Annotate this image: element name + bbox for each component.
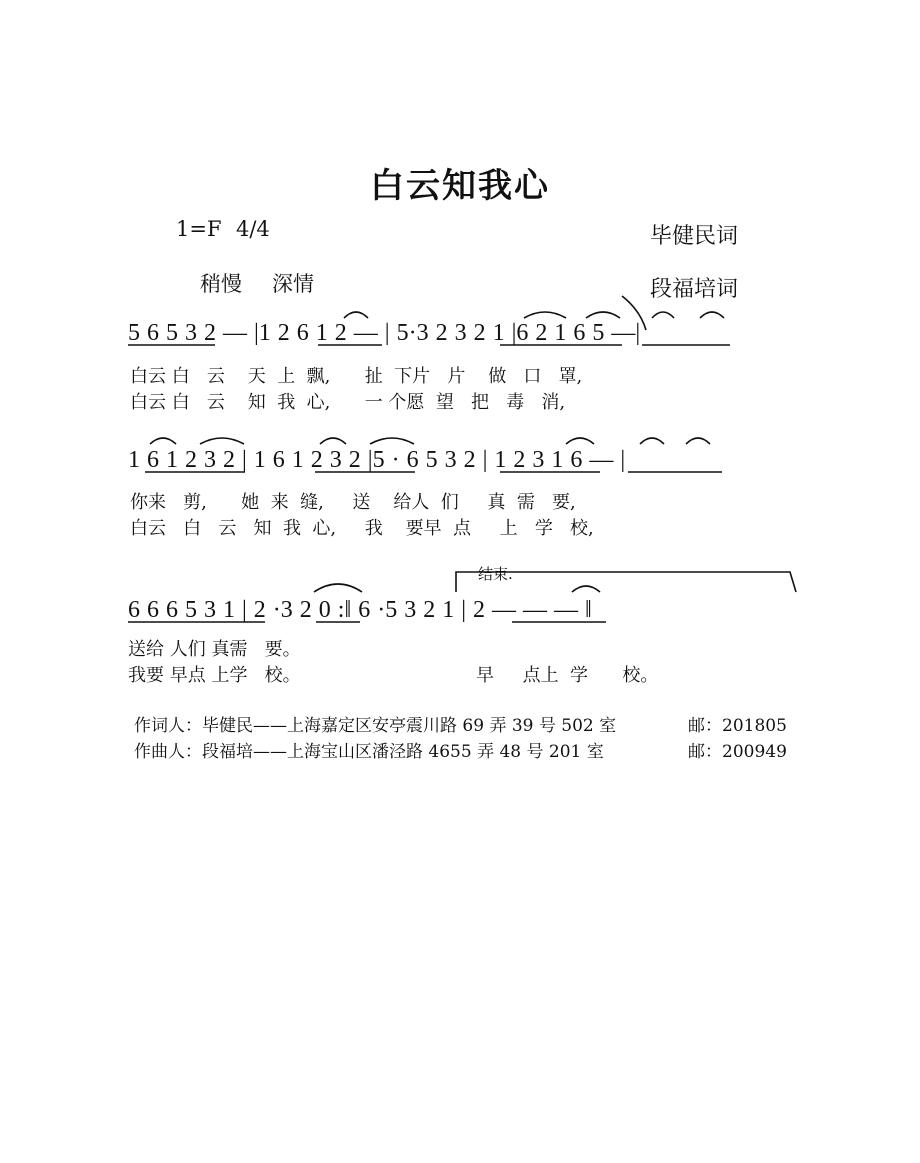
slur-mark bbox=[586, 312, 620, 318]
slur-mark bbox=[370, 438, 414, 444]
postal-code: 200949 bbox=[722, 742, 787, 762]
postal-label: 邮： bbox=[688, 742, 722, 762]
tempo-marking: 稍慢 bbox=[200, 272, 242, 296]
contact-name: 毕健民 bbox=[202, 716, 253, 736]
slur-mark bbox=[572, 586, 600, 592]
contact-lyricist bbox=[134, 711, 616, 736]
slur-mark bbox=[700, 312, 724, 318]
slur-mark bbox=[314, 584, 362, 592]
slur-mark bbox=[344, 312, 368, 318]
slur-mark bbox=[652, 312, 674, 318]
slur-mark bbox=[566, 438, 594, 444]
slur-mark bbox=[320, 438, 346, 444]
slur-mark bbox=[200, 438, 244, 444]
contact-role: 作曲人： bbox=[134, 742, 202, 762]
notation-row-2: 1 6 1 2 3 2 | 1 6 1 2 3 2 |5 · 6 5 3 2 | 1 2 3 1 6 — | bbox=[128, 447, 626, 473]
contact-address: ——上海嘉定区安亭震川路 69 弄 39 号 502 室 bbox=[253, 716, 617, 736]
contact-lyricist-postal bbox=[688, 711, 787, 736]
contact-composer bbox=[134, 737, 604, 762]
lyric-row-3-verse-1: 送给 人们 真需 要。 bbox=[128, 639, 301, 660]
lyric-row-3-verse-2: 我要 早点 上学 校。 bbox=[128, 665, 301, 686]
lyricist-credit: 毕健民词 bbox=[650, 224, 739, 249]
lyric-row-1-verse-1: 白云 白 云 天 上 飘, 扯 下片 片 做 口 罩, bbox=[130, 366, 583, 387]
contact-name: 段福培 bbox=[202, 742, 253, 762]
notation-row-1: 5 6 5 3 2 — |1 2 6 1 2 — | 5·3 2 3 2 1 |6 2 1 6 5 —| bbox=[128, 320, 641, 346]
volta-bracket bbox=[456, 572, 796, 592]
slur-mark bbox=[150, 438, 176, 444]
lyric-row-3-ending: 早 点上 学 校。 bbox=[476, 665, 659, 686]
song-title: 白云知我心 bbox=[370, 166, 550, 206]
expression-marking: 深情 bbox=[272, 272, 314, 296]
postal-label: 邮： bbox=[688, 716, 722, 736]
key-signature: 1=F bbox=[176, 217, 222, 241]
slur-mark bbox=[640, 438, 664, 444]
contact-composer-postal bbox=[688, 737, 787, 762]
time-signature: 4/4 bbox=[236, 217, 270, 241]
postal-code: 201805 bbox=[722, 716, 787, 736]
notation-row-3: 6 6 6 5 3 1 | 2 ·3 2 0 :‖ 6 ·5 3 2 1 | 2 — — — ‖ bbox=[128, 597, 592, 623]
contact-address: ——上海宝山区潘泾路 4655 弄 48 号 201 室 bbox=[253, 742, 604, 762]
contact-role: 作词人： bbox=[134, 716, 202, 736]
slur-mark bbox=[686, 438, 710, 444]
composer-credit: 段福培词 bbox=[650, 277, 739, 302]
lyric-row-2-verse-1: 你来 剪, 她 来 缝, 送 给人 们 真 需 要, bbox=[130, 492, 576, 513]
slur-mark bbox=[622, 296, 646, 330]
ending-label: 结束. bbox=[478, 565, 513, 583]
lyric-row-2-verse-2: 白云 白 云 知 我 心, 我 要早 点 上 学 校, bbox=[130, 518, 594, 539]
slur-mark bbox=[524, 312, 566, 318]
lyric-row-1-verse-2: 白云 白 云 知 我 心, 一 个愿 望 把 毒 消, bbox=[130, 392, 566, 413]
